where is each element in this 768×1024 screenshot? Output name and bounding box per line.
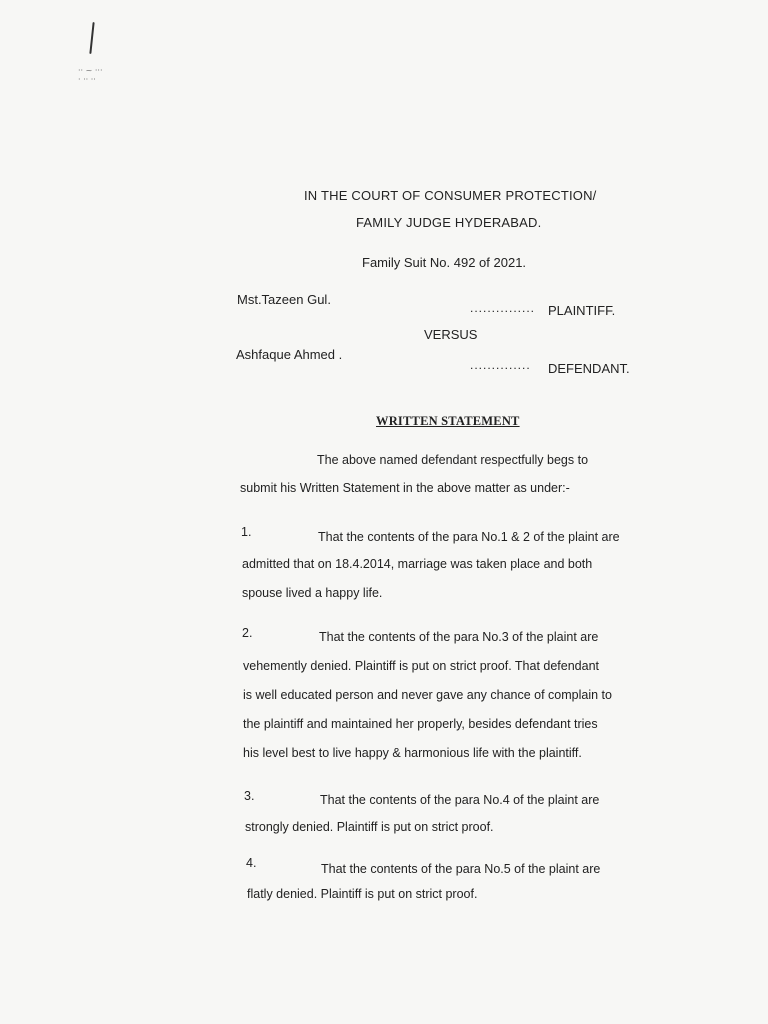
plaintiff-dots: ...............	[470, 301, 536, 315]
plaintiff-name: Mst.Tazeen Gul.	[237, 292, 331, 307]
para-3-line-2: strongly denied. Plaintiff is put on strict proof.	[245, 820, 494, 834]
para-3-number: 3.	[244, 789, 255, 803]
para-2-line-5: his level best to live happy & harmonious life with the plaintiff.	[243, 746, 582, 760]
plaintiff-role: PLAINTIFF.	[548, 303, 616, 318]
document-title: WRITTEN STATEMENT	[376, 414, 520, 428]
scribble-line-1: ·· ~ ···	[78, 66, 103, 75]
para-1-line-1: That the contents of the para No.1 & 2 of the plaint are	[318, 530, 620, 544]
defendant-name: Ashfaque Ahmed .	[236, 347, 343, 362]
intro-line-2: submit his Written Statement in the above matter as under:-	[240, 481, 570, 495]
intro-line-1: The above named defendant respectfully begs to	[317, 453, 589, 467]
para-1-number: 1.	[241, 525, 252, 539]
para-4-number: 4.	[246, 856, 257, 870]
para-2-line-1: That the contents of the para No.3 of the plaint are	[319, 630, 599, 644]
defendant-role: DEFENDANT.	[548, 361, 630, 376]
para-4-line-1: That the contents of the para No.5 of the plaint are	[321, 862, 601, 876]
scribble-line-2: · ·· ··	[78, 75, 96, 84]
para-2-number: 2.	[242, 626, 253, 640]
margin-pen-mark	[89, 22, 94, 54]
para-1-line-3: spouse lived a happy life.	[242, 586, 383, 600]
court-title-line-1: IN THE COURT OF CONSUMER PROTECTION/	[304, 188, 597, 203]
suit-number: Family Suit No. 492 of 2021.	[362, 255, 527, 270]
para-2-line-4: the plaintiff and maintained her properly, besides defendant tries	[243, 717, 598, 731]
para-2-line-3: is well educated person and never gave any chance of complain to	[243, 688, 612, 702]
versus-label: VERSUS	[424, 327, 478, 342]
para-3-line-1: That the contents of the para No.4 of the plaint are	[320, 793, 600, 807]
court-title-line-2: FAMILY JUDGE HYDERABAD.	[356, 215, 542, 230]
para-1-line-2: admitted that on 18.4.2014, marriage was taken place and both	[242, 557, 593, 571]
defendant-dots: ..............	[470, 358, 531, 372]
margin-scribble	[78, 66, 103, 84]
para-4-line-2: flatly denied. Plaintiff is put on strict proof.	[247, 887, 478, 901]
para-2-line-2: vehemently denied. Plaintiff is put on strict proof. That defendant	[243, 659, 600, 673]
